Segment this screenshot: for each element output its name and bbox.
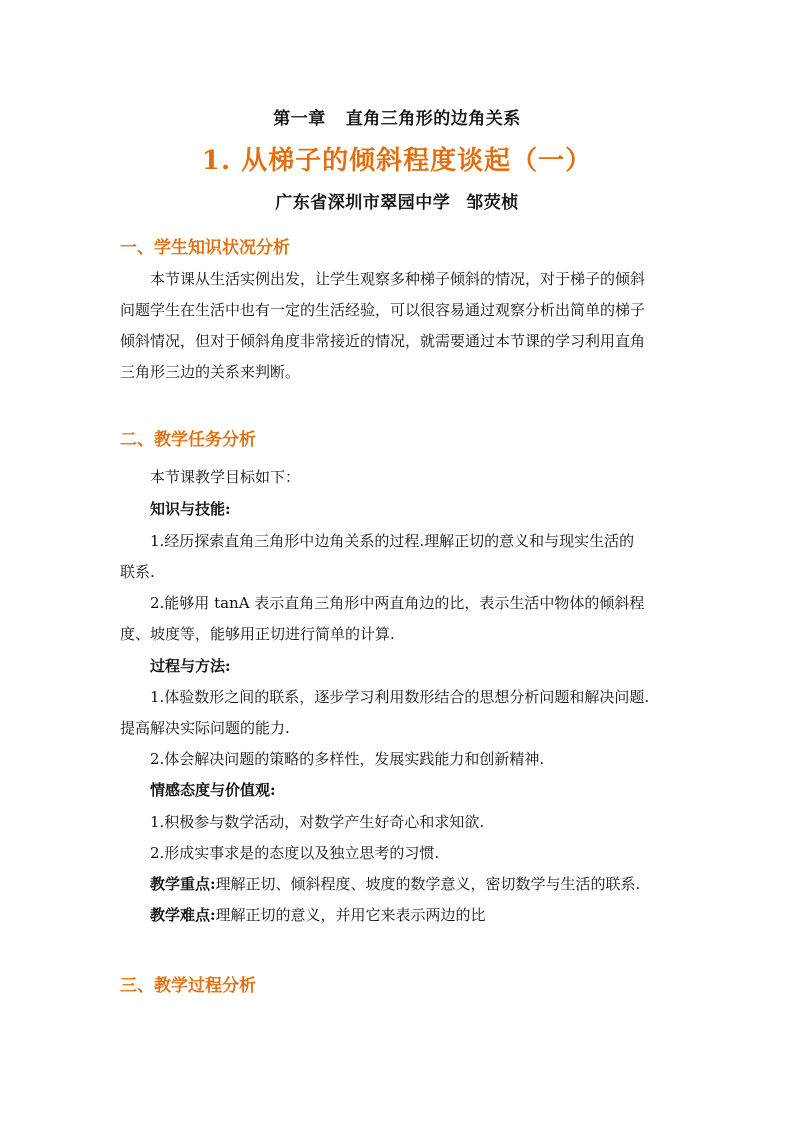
difficulty-label: 教学难点: (150, 906, 216, 924)
section2-heading: 二、教学任务分析 (120, 430, 256, 450)
section1-line-3: 倾斜情况，但对于倾斜角度非常接近的情况，就需要通过本节课的学习利用直角 (120, 332, 646, 350)
knowledge-title: 知识与技能: (150, 500, 231, 518)
lesson-title: 1. 从梯子的倾斜程度谈起（一） (201, 146, 593, 176)
knowledge-item1-line1: 1.经历探索直角三角形中边角关系的过程.理解正切的意义和与现实生活的 (150, 532, 635, 550)
author-line (0, 188, 794, 213)
process-title: 过程与方法: (150, 657, 231, 675)
chapter-number: 第一章 (273, 109, 326, 129)
knowledge-item2-line2: 度、坡度等，能够用正切进行简单的计算. (120, 625, 395, 643)
key-point-text: 理解正切、倾斜程度、坡度的数学意义，密切数学与生活的联系. (215, 875, 641, 893)
attitude-item2: 2.形成实事求是的态度以及独立思考的习惯. (150, 844, 440, 862)
chapter-title: 直角三角形的边角关系 (345, 109, 521, 129)
knowledge-item1-line2: 联系. (120, 563, 155, 581)
section1-line-1: 本节课从生活实例出发，让学生观察多种梯子倾斜的情况，对于梯子的倾斜 (150, 270, 646, 288)
section1-line-4: 三角形三边的关系来判断。 (120, 363, 301, 381)
process-item2: 2.体会解决问题的策略的多样性，发展实践能力和创新精神. (150, 750, 545, 768)
process-item1-line1: 1.体验数形之间的联系，逐步学习利用数形结合的思想分析问题和解决问题. (150, 688, 650, 706)
section3-heading: 三、教学过程分析 (120, 976, 256, 996)
difficulty-text: 理解正切的意义，并用它来表示两边的比 (215, 906, 486, 924)
key-point-line (150, 873, 640, 894)
key-point-label: 教学重点: (150, 875, 216, 893)
chapter-heading (0, 104, 794, 129)
section1-heading: 一、学生知识状况分析 (120, 238, 290, 258)
knowledge-item2-line1: 2.能够用 tanA 表示直角三角形中两直角边的比，表示生活中物体的倾斜程 (150, 594, 645, 612)
attitude-item1: 1.积极参与数学活动，对数学产生好奇心和求知欲. (150, 813, 485, 831)
author-name: 邹荧桢 (466, 193, 519, 213)
section2-intro: 本节课教学目标如下： (150, 468, 301, 486)
section1-line-2: 问题学生在生活中也有一定的生活经验，可以很容易通过观察分析出简单的梯子 (120, 301, 646, 319)
attitude-title: 情感态度与价值观: (150, 781, 276, 799)
process-item1-line2: 提高解决实际问题的能力. (120, 719, 290, 737)
school-name: 广东省深圳市翠园中学 (275, 193, 451, 213)
difficulty-line (150, 904, 486, 925)
